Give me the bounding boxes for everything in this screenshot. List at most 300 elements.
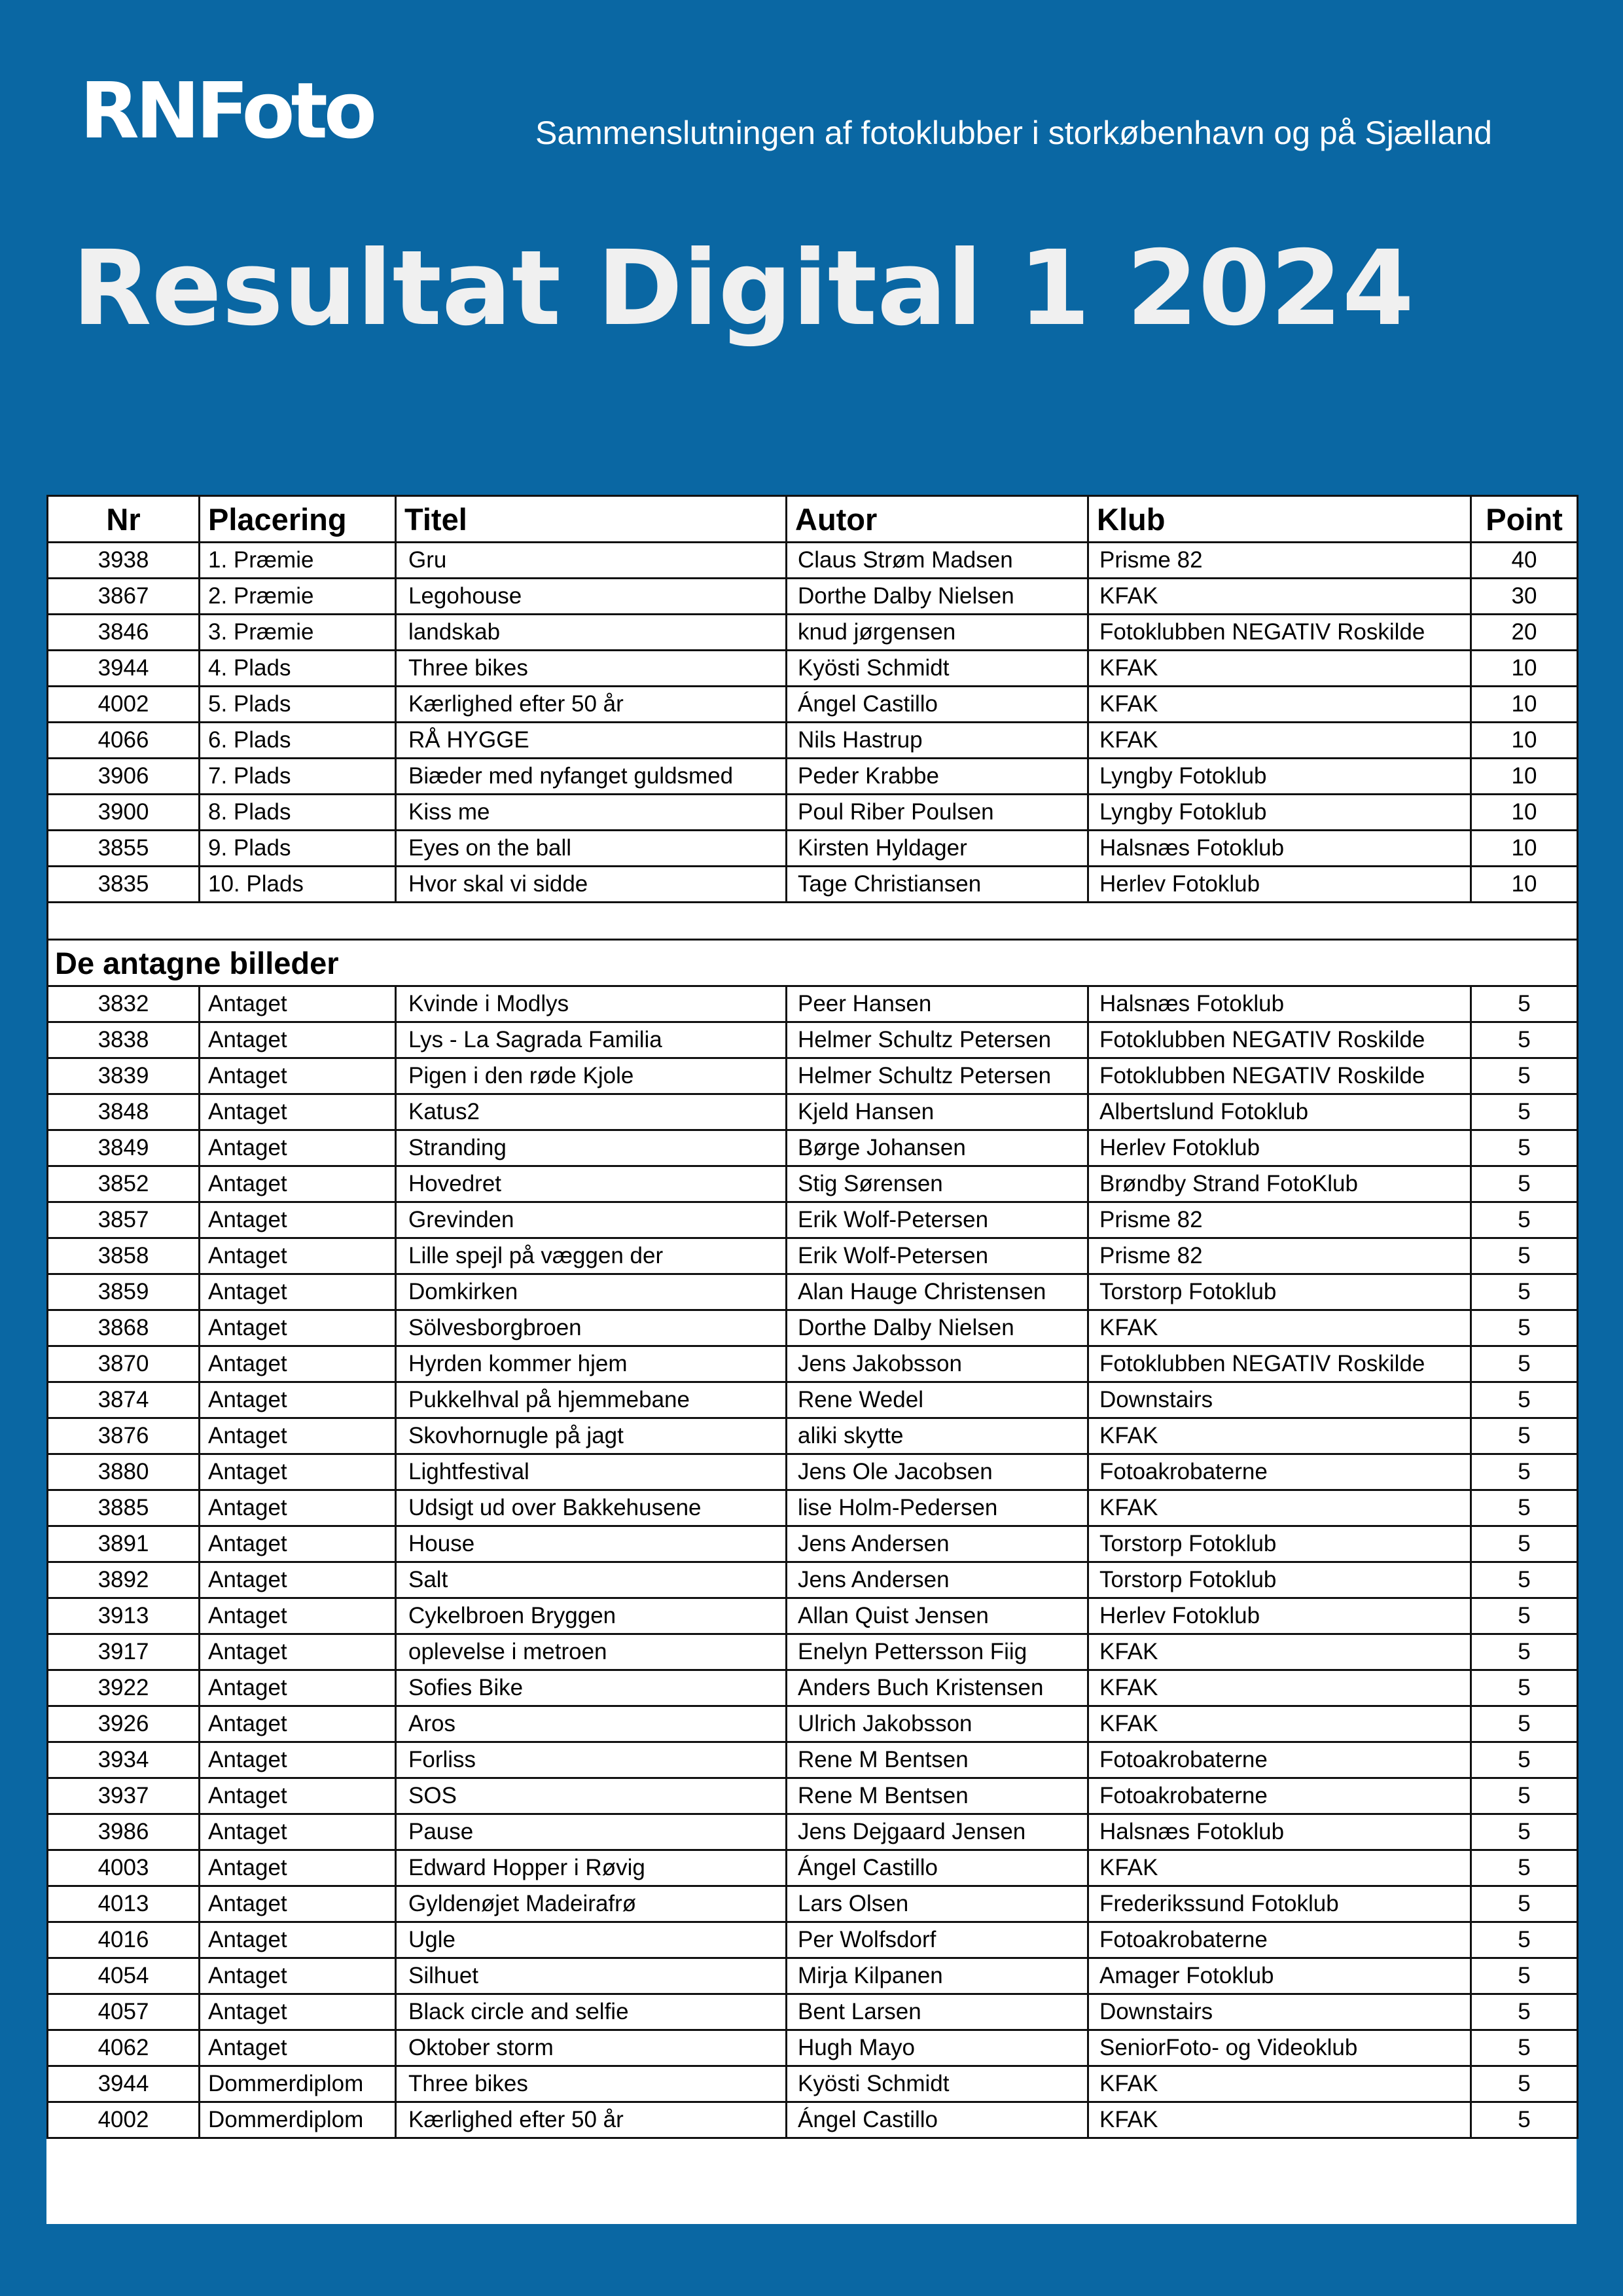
cell-autor: Stig Sørensen [787, 1166, 1088, 1202]
cell-autor: Bent Larsen [787, 1994, 1088, 2030]
cell-autor: Ángel Castillo [787, 687, 1088, 723]
cell-point: 5 [1471, 1598, 1578, 1634]
rnfoto-logo: RNFoto [80, 65, 373, 156]
cell-point: 5 [1471, 1238, 1578, 1274]
cell-klub: Amager Fotoklub [1088, 1958, 1471, 1994]
cell-autor: Erik Wolf-Petersen [787, 1238, 1088, 1274]
prize-rows [48, 543, 1578, 903]
cell-nr: 3839 [48, 1058, 200, 1094]
cell-nr: 3986 [48, 1814, 200, 1850]
cell-klub: Fotoakrobaterne [1088, 1742, 1471, 1778]
cell-titel: Cykelbroen Bryggen [396, 1598, 787, 1634]
cell-nr: 3934 [48, 1742, 200, 1778]
cell-nr: 3944 [48, 651, 200, 687]
cell-placering: Antaget [200, 1202, 396, 1238]
cell-nr: 3849 [48, 1130, 200, 1166]
cell-autor: Kyösti Schmidt [787, 2066, 1088, 2102]
cell-nr: 3855 [48, 831, 200, 867]
cell-titel: Skovhornugle på jagt [396, 1418, 787, 1454]
cell-point: 10 [1471, 831, 1578, 867]
cell-nr: 3846 [48, 615, 200, 651]
cell-placering: Antaget [200, 1166, 396, 1202]
cell-autor: Claus Strøm Madsen [787, 543, 1088, 579]
cell-autor: Kjeld Hansen [787, 1094, 1088, 1130]
cell-klub: Torstorp Fotoklub [1088, 1526, 1471, 1562]
cell-klub: KFAK [1088, 1310, 1471, 1346]
cell-point: 5 [1471, 2066, 1578, 2102]
page-title: Resultat Digital 1 2024 [72, 228, 1414, 349]
cell-placering: Antaget [200, 1094, 396, 1130]
cell-nr: 3874 [48, 1382, 200, 1418]
cell-titel: Aros [396, 1706, 787, 1742]
cell-autor: Alan Hauge Christensen [787, 1274, 1088, 1310]
cell-titel: Gyldenøjet Madeirafrø [396, 1886, 787, 1922]
cell-klub: Herlev Fotoklub [1088, 867, 1471, 903]
cell-autor: Dorthe Dalby Nielsen [787, 579, 1088, 615]
cell-titel: Kærlighed efter 50 år [396, 2102, 787, 2138]
cell-klub: KFAK [1088, 1850, 1471, 1886]
cell-point: 5 [1471, 1886, 1578, 1922]
cell-point: 5 [1471, 1706, 1578, 1742]
cell-klub: KFAK [1088, 1670, 1471, 1706]
table-row [48, 1490, 1578, 1526]
cell-titel: Sölvesborgbroen [396, 1310, 787, 1346]
cell-point: 5 [1471, 1814, 1578, 1850]
cell-klub: Downstairs [1088, 1994, 1471, 2030]
cell-klub: KFAK [1088, 651, 1471, 687]
cell-nr: 3891 [48, 1526, 200, 1562]
cell-klub: KFAK [1088, 1490, 1471, 1526]
cell-point: 5 [1471, 1418, 1578, 1454]
cell-nr: 3832 [48, 986, 200, 1022]
cell-autor: Rene Wedel [787, 1382, 1088, 1418]
cell-point: 5 [1471, 1094, 1578, 1130]
cell-nr: 3917 [48, 1634, 200, 1670]
cell-placering: Dommerdiplom [200, 2102, 396, 2138]
cell-autor: Peer Hansen [787, 986, 1088, 1022]
table-row [48, 1130, 1578, 1166]
cell-placering: Antaget [200, 1562, 396, 1598]
cell-titel: SOS [396, 1778, 787, 1814]
cell-placering: 6. Plads [200, 723, 396, 759]
cell-point: 5 [1471, 986, 1578, 1022]
cell-placering: 4. Plads [200, 651, 396, 687]
cell-klub: KFAK [1088, 579, 1471, 615]
cell-titel: Edward Hopper i Røvig [396, 1850, 787, 1886]
cell-point: 20 [1471, 615, 1578, 651]
cell-titel: Oktober storm [396, 2030, 787, 2066]
cell-point: 5 [1471, 1130, 1578, 1166]
cell-autor: Allan Quist Jensen [787, 1598, 1088, 1634]
accepted-rows [48, 986, 1578, 2138]
cell-autor: Kyösti Schmidt [787, 651, 1088, 687]
cell-klub: Albertslund Fotoklub [1088, 1094, 1471, 1130]
table-row [48, 759, 1578, 795]
cell-point: 5 [1471, 1346, 1578, 1382]
cell-klub: Fotoklubben NEGATIV Roskilde [1088, 615, 1471, 651]
cell-titel: Pukkelhval på hjemmebane [396, 1382, 787, 1418]
table-row [48, 1670, 1578, 1706]
cell-placering: Antaget [200, 1778, 396, 1814]
cell-autor: Poul Riber Poulsen [787, 795, 1088, 831]
table-row [48, 1562, 1578, 1598]
cell-titel: Pigen i den røde Kjole [396, 1058, 787, 1094]
cell-titel: House [396, 1526, 787, 1562]
cell-placering: Antaget [200, 1598, 396, 1634]
cell-placering: Antaget [200, 1490, 396, 1526]
cell-autor: Kirsten Hyldager [787, 831, 1088, 867]
cell-autor: Mirja Kilpanen [787, 1958, 1088, 1994]
table-row [48, 1850, 1578, 1886]
cell-nr: 3867 [48, 579, 200, 615]
table-row [48, 1238, 1578, 1274]
cell-klub: Brøndby Strand FotoKlub [1088, 1166, 1471, 1202]
cell-placering: Antaget [200, 1814, 396, 1850]
column-header-nr: Nr [48, 496, 200, 543]
cell-point: 5 [1471, 1778, 1578, 1814]
cell-point: 5 [1471, 1022, 1578, 1058]
column-header-klub: Klub [1088, 496, 1471, 543]
blank-cell [48, 903, 1578, 940]
cell-klub: Lyngby Fotoklub [1088, 795, 1471, 831]
cell-klub: Prisme 82 [1088, 1202, 1471, 1238]
cell-point: 5 [1471, 1274, 1578, 1310]
cell-placering: Dommerdiplom [200, 2066, 396, 2102]
cell-klub: KFAK [1088, 1634, 1471, 1670]
cell-autor: Enelyn Pettersson Fiig [787, 1634, 1088, 1670]
cell-titel: landskab [396, 615, 787, 651]
cell-titel: Biæder med nyfanget guldsmed [396, 759, 787, 795]
cell-placering: 8. Plads [200, 795, 396, 831]
cell-titel: RÅ HYGGE [396, 723, 787, 759]
cell-placering: Antaget [200, 1850, 396, 1886]
cell-klub: Fotoklubben NEGATIV Roskilde [1088, 1346, 1471, 1382]
cell-placering: Antaget [200, 1994, 396, 2030]
cell-nr: 4016 [48, 1922, 200, 1958]
cell-titel: Sofies Bike [396, 1670, 787, 1706]
table-row [48, 1814, 1578, 1850]
cell-klub: KFAK [1088, 2102, 1471, 2138]
cell-autor: Per Wolfsdorf [787, 1922, 1088, 1958]
cell-titel: Black circle and selfie [396, 1994, 787, 2030]
table-row [48, 1058, 1578, 1094]
table-row [48, 1094, 1578, 1130]
cell-klub: Prisme 82 [1088, 543, 1471, 579]
table-row [48, 1274, 1578, 1310]
cell-titel: Stranding [396, 1130, 787, 1166]
cell-placering: 10. Plads [200, 867, 396, 903]
table-row [48, 1166, 1578, 1202]
cell-titel: Three bikes [396, 2066, 787, 2102]
cell-klub: Torstorp Fotoklub [1088, 1274, 1471, 1310]
cell-klub: Halsnæs Fotoklub [1088, 1814, 1471, 1850]
table-row [48, 1598, 1578, 1634]
cell-titel: oplevelse i metroen [396, 1634, 787, 1670]
cell-autor: knud jørgensen [787, 615, 1088, 651]
table-row [48, 2102, 1578, 2138]
cell-nr: 3868 [48, 1310, 200, 1346]
cell-point: 30 [1471, 579, 1578, 615]
cell-nr: 3885 [48, 1490, 200, 1526]
cell-point: 5 [1471, 1742, 1578, 1778]
cell-nr: 3944 [48, 2066, 200, 2102]
cell-autor: aliki skytte [787, 1418, 1088, 1454]
cell-titel: Ugle [396, 1922, 787, 1958]
cell-nr: 4066 [48, 723, 200, 759]
cell-point: 5 [1471, 1634, 1578, 1670]
cell-nr: 3848 [48, 1094, 200, 1130]
cell-titel: Kiss me [396, 795, 787, 831]
cell-placering: 9. Plads [200, 831, 396, 867]
cell-nr: 3859 [48, 1274, 200, 1310]
cell-klub: Torstorp Fotoklub [1088, 1562, 1471, 1598]
cell-placering: Antaget [200, 1382, 396, 1418]
column-header-point: Point [1471, 496, 1578, 543]
cell-titel: Lys - La Sagrada Familia [396, 1022, 787, 1058]
cell-titel: Hovedret [396, 1166, 787, 1202]
table-row [48, 1382, 1578, 1418]
cell-placering: Antaget [200, 1886, 396, 1922]
cell-autor: Helmer Schultz Petersen [787, 1022, 1088, 1058]
cell-point: 10 [1471, 651, 1578, 687]
table-row [48, 1454, 1578, 1490]
cell-klub: Downstairs [1088, 1382, 1471, 1418]
table-row [48, 687, 1578, 723]
cell-autor: Jens Jakobsson [787, 1346, 1088, 1382]
cell-autor: Dorthe Dalby Nielsen [787, 1310, 1088, 1346]
cell-placering: Antaget [200, 1346, 396, 1382]
cell-point: 10 [1471, 759, 1578, 795]
cell-point: 5 [1471, 1850, 1578, 1886]
cell-titel: Forliss [396, 1742, 787, 1778]
cell-titel: Lille spejl på væggen der [396, 1238, 787, 1274]
cell-nr: 3852 [48, 1166, 200, 1202]
cell-placering: 5. Plads [200, 687, 396, 723]
cell-nr: 3876 [48, 1418, 200, 1454]
table-row [48, 1706, 1578, 1742]
table-row [48, 1922, 1578, 1958]
cell-titel: Kvinde i Modlys [396, 986, 787, 1022]
table-row [48, 1022, 1578, 1058]
cell-autor: lise Holm-Pedersen [787, 1490, 1088, 1526]
cell-klub: Fotoakrobaterne [1088, 1454, 1471, 1490]
cell-nr: 3900 [48, 795, 200, 831]
cell-point: 5 [1471, 1382, 1578, 1418]
cell-point: 5 [1471, 1202, 1578, 1238]
cell-titel: Salt [396, 1562, 787, 1598]
cell-klub: Prisme 82 [1088, 1238, 1471, 1274]
cell-placering: Antaget [200, 1634, 396, 1670]
table-row [48, 867, 1578, 903]
cell-nr: 4062 [48, 2030, 200, 2066]
table-row [48, 1346, 1578, 1382]
cell-point: 40 [1471, 543, 1578, 579]
cell-placering: Antaget [200, 1022, 396, 1058]
cell-placering: Antaget [200, 1526, 396, 1562]
cell-klub: KFAK [1088, 1706, 1471, 1742]
table-row [48, 1418, 1578, 1454]
cell-nr: 4002 [48, 687, 200, 723]
table-row [48, 795, 1578, 831]
cell-klub: Fotoklubben NEGATIV Roskilde [1088, 1022, 1471, 1058]
cell-placering: 2. Præmie [200, 579, 396, 615]
cell-placering: Antaget [200, 2030, 396, 2066]
cell-klub: Herlev Fotoklub [1088, 1598, 1471, 1634]
column-header-placering: Placering [200, 496, 396, 543]
cell-point: 5 [1471, 1310, 1578, 1346]
cell-autor: Rene M Bentsen [787, 1778, 1088, 1814]
cell-klub: Lyngby Fotoklub [1088, 759, 1471, 795]
cell-nr: 3858 [48, 1238, 200, 1274]
table-row [48, 723, 1578, 759]
table-row [48, 986, 1578, 1022]
cell-placering: Antaget [200, 1274, 396, 1310]
cell-titel: Udsigt ud over Bakkehusene [396, 1490, 787, 1526]
cell-nr: 3938 [48, 543, 200, 579]
cell-placering: Antaget [200, 1418, 396, 1454]
cell-klub: KFAK [1088, 723, 1471, 759]
cell-klub: Fotoakrobaterne [1088, 1778, 1471, 1814]
cell-titel: Three bikes [396, 651, 787, 687]
cell-autor: Jens Andersen [787, 1562, 1088, 1598]
cell-autor: Nils Hastrup [787, 723, 1088, 759]
cell-point: 10 [1471, 723, 1578, 759]
cell-titel: Eyes on the ball [396, 831, 787, 867]
cell-point: 10 [1471, 795, 1578, 831]
cell-placering: 3. Præmie [200, 615, 396, 651]
cell-placering: Antaget [200, 1130, 396, 1166]
cell-placering: 7. Plads [200, 759, 396, 795]
table-row [48, 1526, 1578, 1562]
table-row [48, 1958, 1578, 1994]
table-row [48, 1742, 1578, 1778]
cell-titel: Hyrden kommer hjem [396, 1346, 787, 1382]
cell-autor: Hugh Mayo [787, 2030, 1088, 2066]
tagline: Sammenslutningen af fotoklubber i storkøbenhavn og på Sjælland [535, 115, 1492, 151]
cell-autor: Jens Dejgaard Jensen [787, 1814, 1088, 1850]
column-header-autor: Autor [787, 496, 1088, 543]
table-row [48, 1202, 1578, 1238]
cell-placering: Antaget [200, 1742, 396, 1778]
table-row [48, 1778, 1578, 1814]
cell-nr: 3838 [48, 1022, 200, 1058]
cell-point: 10 [1471, 867, 1578, 903]
cell-klub: KFAK [1088, 1418, 1471, 1454]
cell-titel: Grevinden [396, 1202, 787, 1238]
cell-placering: 1. Præmie [200, 543, 396, 579]
cell-placering: Antaget [200, 1454, 396, 1490]
cell-nr: 4003 [48, 1850, 200, 1886]
cell-nr: 4013 [48, 1886, 200, 1922]
cell-klub: Frederikssund Fotoklub [1088, 1886, 1471, 1922]
cell-nr: 3870 [48, 1346, 200, 1382]
cell-autor: Jens Ole Jacobsen [787, 1454, 1088, 1490]
cell-klub: Halsnæs Fotoklub [1088, 831, 1471, 867]
cell-autor: Børge Johansen [787, 1130, 1088, 1166]
cell-nr: 3926 [48, 1706, 200, 1742]
cell-nr: 4057 [48, 1994, 200, 2030]
table-row [48, 615, 1578, 651]
cell-point: 5 [1471, 1166, 1578, 1202]
cell-autor: Lars Olsen [787, 1886, 1088, 1922]
cell-autor: Helmer Schultz Petersen [787, 1058, 1088, 1094]
cell-titel: Legohouse [396, 579, 787, 615]
cell-autor: Erik Wolf-Petersen [787, 1202, 1088, 1238]
table-row [48, 651, 1578, 687]
cell-titel: Katus2 [396, 1094, 787, 1130]
column-header-titel: Titel [396, 496, 787, 543]
table-row [48, 1310, 1578, 1346]
cell-placering: Antaget [200, 1922, 396, 1958]
cell-titel: Silhuet [396, 1958, 787, 1994]
cell-point: 5 [1471, 1958, 1578, 1994]
table-header-row [48, 496, 1578, 543]
cell-titel: Lightfestival [396, 1454, 787, 1490]
cell-nr: 4002 [48, 2102, 200, 2138]
cell-autor: Jens Andersen [787, 1526, 1088, 1562]
cell-nr: 3913 [48, 1598, 200, 1634]
section-separator [48, 903, 1578, 986]
cell-point: 5 [1471, 1562, 1578, 1598]
cell-autor: Ulrich Jakobsson [787, 1706, 1088, 1742]
cell-klub: KFAK [1088, 687, 1471, 723]
results-table [46, 495, 1578, 2139]
table-row [48, 579, 1578, 615]
cell-autor: Ángel Castillo [787, 1850, 1088, 1886]
cell-point: 5 [1471, 2030, 1578, 2066]
cell-titel: Hvor skal vi sidde [396, 867, 787, 903]
cell-point: 5 [1471, 1994, 1578, 2030]
results-sheet [46, 495, 1577, 2224]
cell-titel: Kærlighed efter 50 år [396, 687, 787, 723]
cell-nr: 3835 [48, 867, 200, 903]
cell-placering: Antaget [200, 986, 396, 1022]
cell-point: 5 [1471, 1670, 1578, 1706]
cell-nr: 4054 [48, 1958, 200, 1994]
cell-point: 5 [1471, 1490, 1578, 1526]
cell-placering: Antaget [200, 1238, 396, 1274]
cell-point: 5 [1471, 1058, 1578, 1094]
cell-placering: Antaget [200, 1670, 396, 1706]
cell-autor: Tage Christiansen [787, 867, 1088, 903]
cell-placering: Antaget [200, 1958, 396, 1994]
cell-titel: Domkirken [396, 1274, 787, 1310]
cell-klub: SeniorFoto- og Videoklub [1088, 2030, 1471, 2066]
cell-klub: Fotoklubben NEGATIV Roskilde [1088, 1058, 1471, 1094]
table-row [48, 2066, 1578, 2102]
table-row [48, 1634, 1578, 1670]
cell-klub: Fotoakrobaterne [1088, 1922, 1471, 1958]
cell-titel: Pause [396, 1814, 787, 1850]
cell-nr: 3892 [48, 1562, 200, 1598]
cell-titel: Gru [396, 543, 787, 579]
cell-nr: 3937 [48, 1778, 200, 1814]
cell-autor: Ángel Castillo [787, 2102, 1088, 2138]
cell-point: 10 [1471, 687, 1578, 723]
cell-placering: Antaget [200, 1706, 396, 1742]
cell-point: 5 [1471, 1922, 1578, 1958]
table-row [48, 543, 1578, 579]
cell-point: 5 [1471, 2102, 1578, 2138]
cell-nr: 3880 [48, 1454, 200, 1490]
blank-row [48, 903, 1578, 940]
cell-placering: Antaget [200, 1310, 396, 1346]
cell-placering: Antaget [200, 1058, 396, 1094]
cell-point: 5 [1471, 1526, 1578, 1562]
cell-klub: Herlev Fotoklub [1088, 1130, 1471, 1166]
section-row [48, 940, 1578, 986]
table-row [48, 1886, 1578, 1922]
